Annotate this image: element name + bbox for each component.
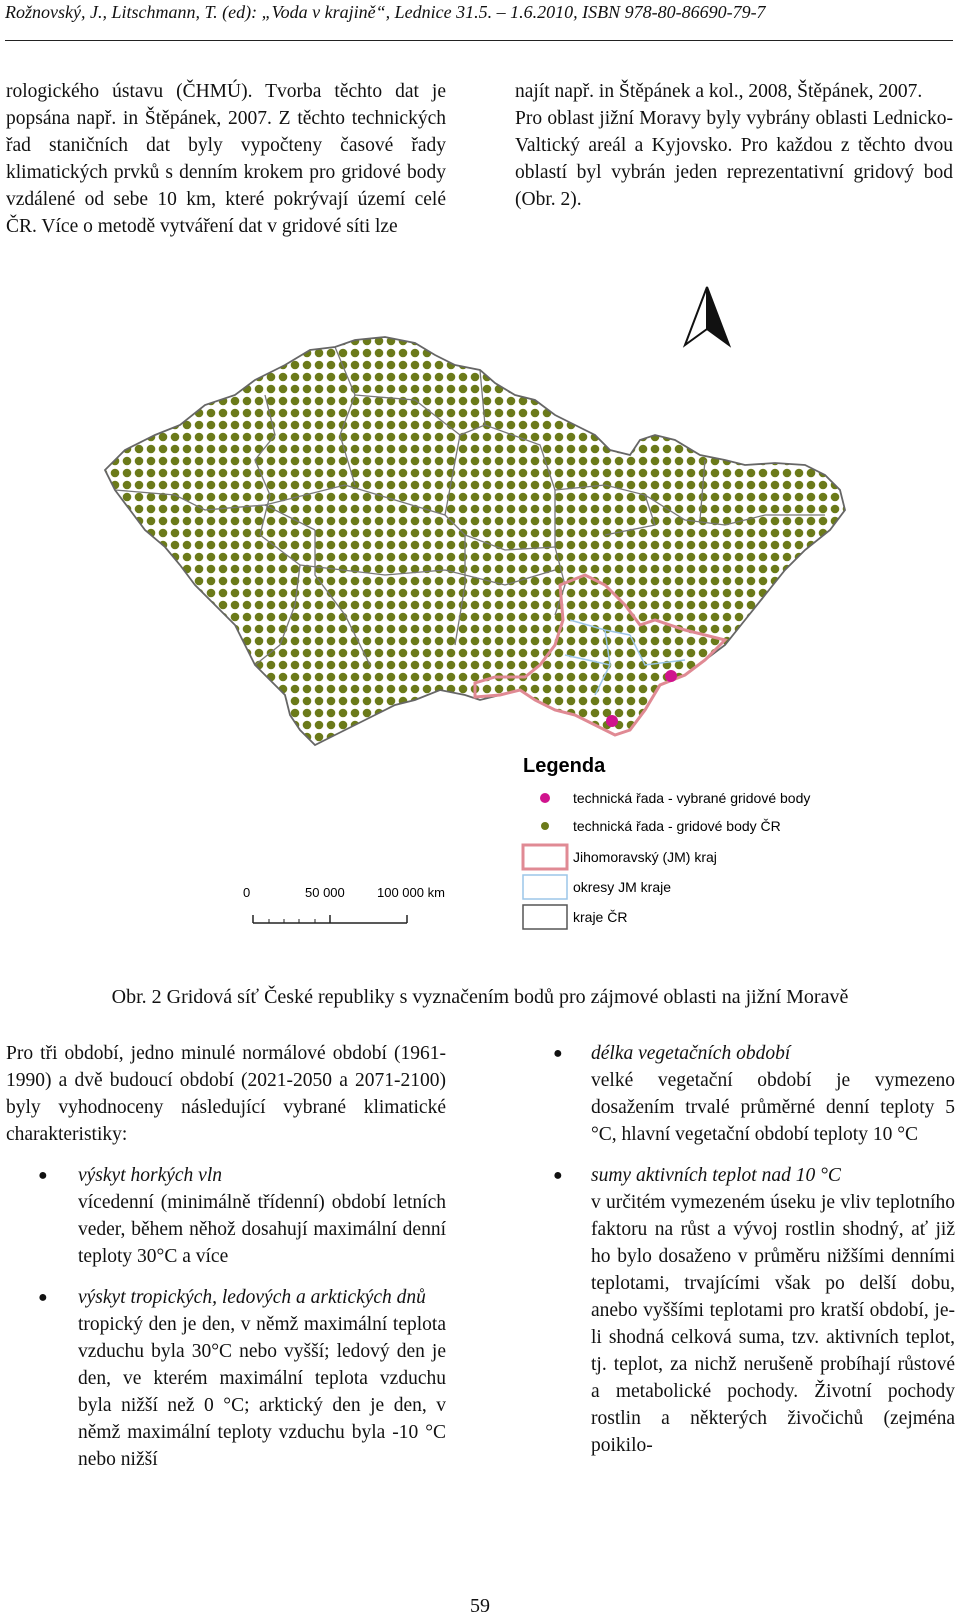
body-paragraph: rologického ústavu (ČHMÚ). Tvorba těchto dat je popsána např. in Štěpánek, 2007. Z těchto technických řad staničních dat byly vypočteny časové řady klimatických prvků s denním krokem pro gridové body vzdálené od sebe 10 km, které pokrývají území celé ČR. Více o metodě vytváření dat v gridové síti lze bbox=[6, 81, 446, 237]
scale-bar bbox=[243, 885, 445, 923]
list-item-text: tropický den je den, v němž maximální teplota vzduchu byla 30°C nebo vyšší; ledový den je den, ve kterém maximální teplota vzduchu byla nižší než 0 °C; arktický den je den, v němž maximální teploty vzduchu byla -10 °C nebo nižší bbox=[78, 1314, 446, 1470]
scale-label: 50 000 bbox=[305, 885, 345, 900]
characteristics-list bbox=[6, 1162, 446, 1473]
selected-point-kyjovsko bbox=[665, 670, 677, 682]
list-item-text: vícedenní (minimálně třídenní) období letních veder, během něhož dosahují maximální denní teploty 30°C a více bbox=[78, 1192, 446, 1267]
legend-title: Legenda bbox=[523, 755, 606, 777]
bullet-icon: ● bbox=[38, 1167, 48, 1184]
list-item bbox=[515, 1040, 955, 1148]
legend-label: technická řada - vybrané gridové body bbox=[573, 790, 811, 806]
figure-caption: Obr. 2 Gridová síť České republiky s vyznačením bodů pro zájmové oblasti na jižní Moravě bbox=[111, 986, 849, 1008]
north-arrow-icon bbox=[685, 287, 729, 345]
list-item-title: výskyt tropických, ledových a arktických dnů bbox=[78, 1287, 426, 1308]
legend-symbol-grid-point bbox=[541, 822, 549, 830]
body-paragraph: Pro tři období, jedno minulé normálové období (1961-1990) a dvě budoucí období (2021-2050 a 2071-2100) byly vyhodnoceny následující vybrané klimatické charakteristiky: bbox=[6, 1043, 446, 1145]
left-column-top bbox=[6, 78, 446, 240]
legend-label: technická řada - gridové body ČR bbox=[573, 818, 781, 834]
list-item bbox=[515, 1162, 955, 1459]
body-paragraph: najít např. in Štěpánek a kol., 2008, Štěpánek, 2007. bbox=[515, 81, 923, 102]
list-item-title: výskyt horkých vln bbox=[78, 1165, 223, 1186]
selected-point-lva bbox=[606, 715, 618, 727]
right-column-bottom bbox=[515, 1040, 955, 1473]
grid-map-figure bbox=[85, 285, 885, 965]
legend bbox=[523, 790, 810, 929]
legend-label: okresy JM kraje bbox=[573, 879, 672, 895]
list-item-text: velké vegetační období je vymezeno dosažením trvalé průměrné denní teploty 5 °C, hlavní vegetační období teploty 10 °C bbox=[591, 1070, 955, 1145]
body-paragraph: Pro oblast jižní Moravy byly vybrány oblasti Lednicko-Valtický areál a Kyjovsko. Pro každou z těchto dvou oblastí byl vybrán jeden reprezentativní gridový bod (Obr. 2). bbox=[515, 108, 953, 210]
list-item-title: sumy aktivních teplot nad 10 °C bbox=[591, 1165, 841, 1186]
legend-symbol-okresy bbox=[523, 875, 567, 899]
legend-label: kraje ČR bbox=[573, 909, 628, 925]
list-item bbox=[6, 1284, 446, 1473]
map-svg bbox=[85, 285, 885, 965]
characteristics-list bbox=[515, 1040, 955, 1459]
bullet-icon: ● bbox=[38, 1289, 48, 1306]
legend-label: Jihomoravský (JM) kraj bbox=[573, 849, 717, 865]
legend-symbol-selected-point bbox=[540, 793, 550, 803]
scale-label: 100 000 km bbox=[377, 885, 445, 900]
list-item-text: v určitém vymezeném úseku je vliv teplotního faktoru na růst a vývoj rostlin shodný, ať již ho bylo dosaženo v průměru nižšími denními teplotami, trvajícími však po delší dobu, anebo vyššími teplotami pro kratší období, je-li shodná celková suma, tzv. aktivních teplot, tj. teplot, za nichž nerušeně probíhají růstové a metabolické pochody. Životní pochody rostlin a některých živočichů (zejména poikilo- bbox=[591, 1192, 955, 1456]
legend-symbol-jm-kraj bbox=[523, 845, 567, 869]
list-item bbox=[6, 1162, 446, 1270]
scale-label: 0 bbox=[243, 885, 251, 900]
running-header: Rožnovský, J., Litschmann, T. (ed): „Voda v krajině“, Lednice 31.5. – 1.6.2010, ISBN 978-80-86690-79-7 bbox=[5, 2, 766, 22]
page-number: 59 bbox=[470, 1595, 490, 1617]
list-item-title: délka vegetačních období bbox=[591, 1043, 791, 1064]
right-column-top bbox=[515, 78, 953, 213]
header-rule bbox=[5, 40, 953, 41]
grid-points-layer bbox=[85, 285, 885, 765]
left-column-bottom bbox=[6, 1040, 446, 1487]
bullet-icon: ● bbox=[553, 1167, 563, 1184]
bullet-icon: ● bbox=[553, 1045, 563, 1062]
legend-symbol-kraje bbox=[523, 905, 567, 929]
